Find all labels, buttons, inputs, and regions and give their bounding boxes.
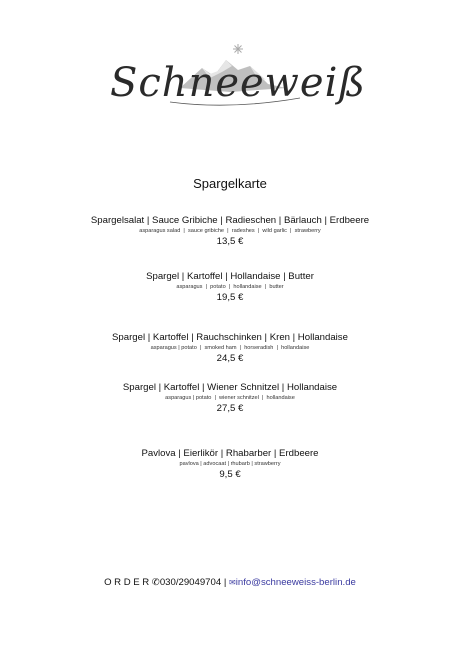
mail-icon: ✉ xyxy=(229,578,236,587)
item-price: 24,5 € xyxy=(216,353,244,364)
order-label: ORDER xyxy=(104,577,152,588)
item-price: 27,5 € xyxy=(216,403,244,414)
menu-item xyxy=(0,332,460,365)
snowflake-icon xyxy=(233,44,243,54)
item-name: Spargel | Kartoffel | Rauchschinken | Kren | Hollandaise xyxy=(112,332,348,343)
item-price: 13,5 € xyxy=(216,236,244,247)
footer-separator: | xyxy=(223,577,227,588)
item-translation: asparagus salad | sauce gribiche | radeshes | wild garlic | strawberry xyxy=(139,228,321,234)
item-translation: asparagus | potato | smoked ham | horseradish | hollandaise xyxy=(150,345,310,351)
menu-item xyxy=(0,382,460,415)
item-translation: asparagus | potato | hollandaise | butter xyxy=(176,284,284,290)
logo xyxy=(110,40,367,120)
phone-number[interactable]: 030/29049704 xyxy=(159,577,222,588)
item-name: Spargel | Kartoffel | Wiener Schnitzel | Hollandaise xyxy=(122,382,338,393)
logo-wordmark: Schneeweiß xyxy=(110,60,367,106)
item-name: Pavlova | Eierlikör | Rhabarber | Erdbeere xyxy=(141,448,319,459)
page-title: Spargelkarte xyxy=(193,176,267,191)
item-price: 19,5 € xyxy=(216,292,244,303)
item-name: Spargel | Kartoffel | Hollandaise | Butter xyxy=(146,271,314,282)
menu-item xyxy=(0,215,460,248)
menu-item xyxy=(0,271,460,304)
order-footer xyxy=(0,577,460,588)
item-translation: asparagus | potato | wiener schnitzel | hollandaise xyxy=(165,395,295,401)
menu-item xyxy=(0,448,460,481)
phone-icon: ✆ xyxy=(151,577,160,588)
email-link[interactable]: info@schneeweiss-berlin.de xyxy=(235,577,356,588)
item-price: 9,5 € xyxy=(219,469,241,480)
item-name: Spargelsalat | Sauce Gribiche | Radieschen | Bärlauch | Erdbeere xyxy=(90,215,370,226)
item-translation: pavlova | advocaat | rhubarb | strawberry xyxy=(179,461,281,467)
